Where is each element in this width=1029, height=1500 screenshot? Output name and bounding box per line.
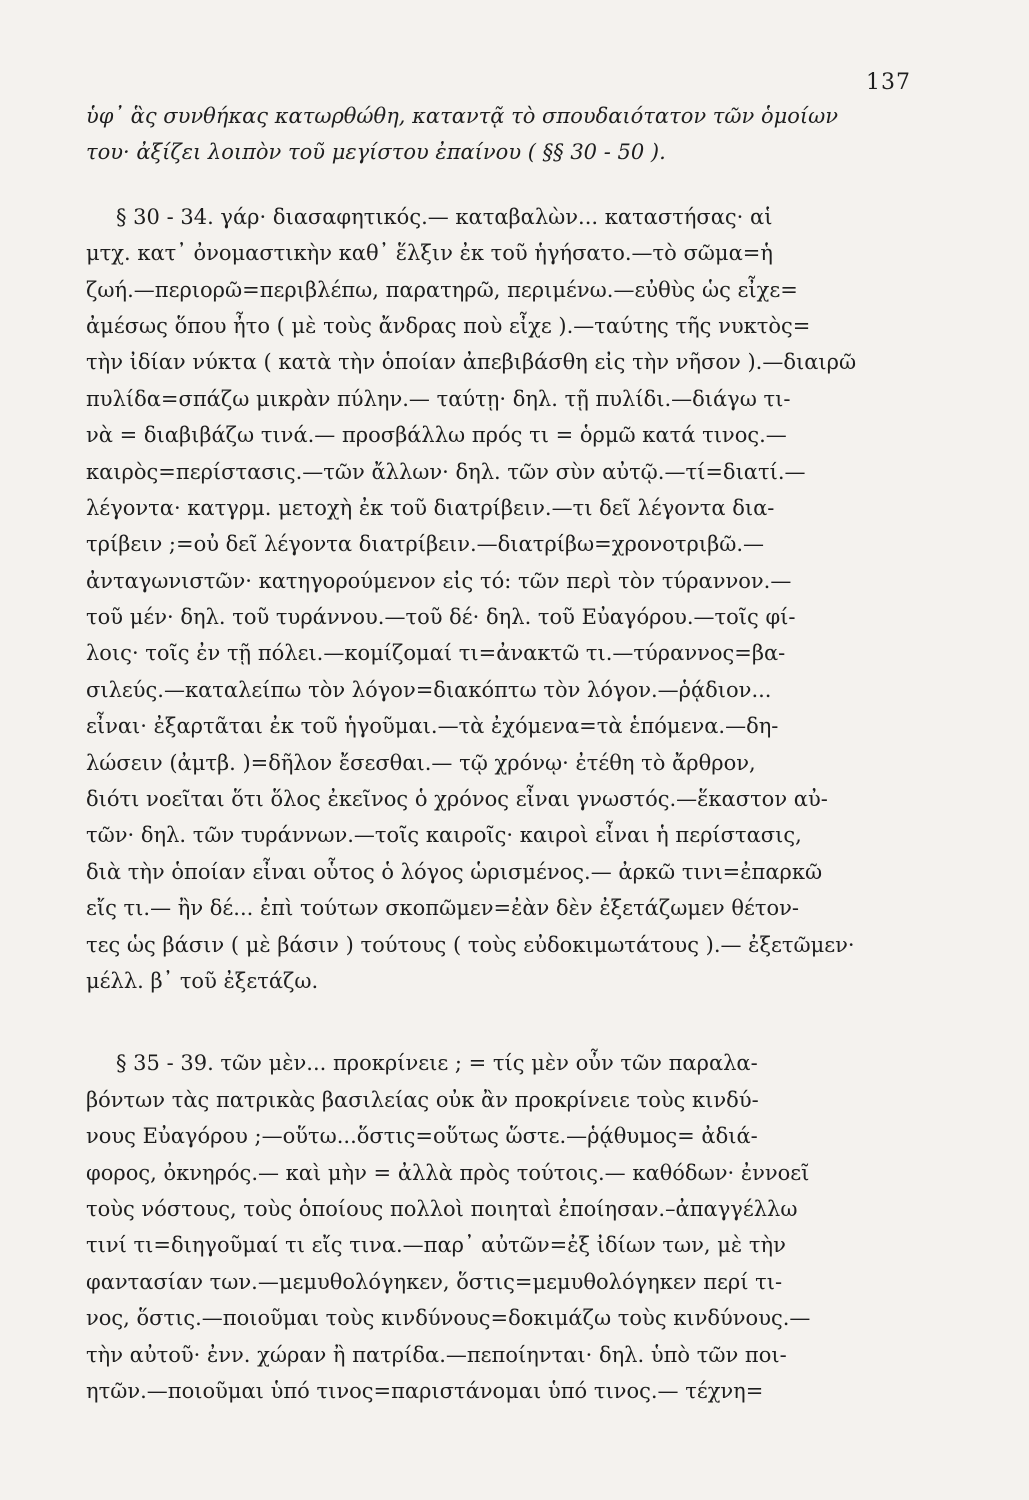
text-line: ἀνταγωνιστῶν· κατηγορούμενον εἰς τό: τῶν περὶ τὸν τύραννον.— [86, 568, 792, 593]
text-line: τοὺς νόστους, τοὺς ὁποίους πολλοὶ ποιηταὶ ἐποίησαν.–ἀπαγγέλλω [86, 1196, 798, 1221]
text-line: τρίβειν ;=οὐ δεῖ λέγοντα διατρίβειν.—διατρίβω=χρονοτριβῶ.— [86, 532, 765, 557]
text-line: νος, ὅστις.—ποιοῦμαι τοὺς κινδύνους=δοκιμάζω τοὺς κινδύνους.— [86, 1306, 811, 1331]
page-number: 137 [866, 70, 911, 95]
text-line: εἴς τι.— ἢν δέ... ἐπὶ τούτων σκοπῶμεν=ἐὰν δὲν ἐξετάζωμεν θέτον- [86, 896, 799, 921]
text-line: ζωή.—περιορῶ=περιβλέπω, παρατηρῶ, περιμένω.—εὐθὺς ὡς εἶχε= [86, 277, 798, 302]
page-body [86, 98, 906, 1409]
text-line: λέγοντα· κατγρμ. μετοχὴ ἐκ τοῦ διατρίβειν.—τι δεῖ λέγοντα δια- [86, 495, 775, 520]
text-line: λώσειν (ἀμτβ. )=δῆλον ἔσεσθαι.— τῷ χρόνῳ· ἐτέθη τὸ ἄρθρον, [86, 750, 756, 775]
text-line: σιλεύς.—καταλείπω τὸν λόγον=διακόπτω τὸν λόγον.—ῥᾴδιον... [86, 677, 772, 702]
text-line: λοις· τοῖς ἐν τῇ πόλει.—κομίζομαί τι=ἀνακτῶ τι.—τύραννος=βα- [86, 641, 786, 666]
intro-paragraph [86, 98, 906, 171]
text-line: τινί τι=διηγοῦμαί τι εἴς τινα.—παρ᾿ αὐτῶν=ἐξ ἰδίων των, μὲ τὴν [86, 1233, 786, 1258]
text-line: τὴν ἰδίαν νύκτα ( κατὰ τὴν ὁποίαν ἀπεβιβάσθη εἰς τὴν νῆσον ).—διαιρῶ [86, 350, 857, 375]
section-35-39-paragraph [86, 1045, 906, 1409]
text-line: πυλίδα=σπάζω μικρὰν πύλην.— ταύτῃ· δηλ. τῇ πυλίδι.—διάγω τι- [86, 386, 791, 411]
text-line: φορος, ὀκνηρός.— καὶ μὴν = ἀλλὰ πρὸς τούτοις.— καθόδων· ἐννοεῖ [86, 1160, 810, 1185]
text-line: εἶναι· ἐξαρτᾶται ἐκ τοῦ ἡγοῦμαι.—τὰ ἐχόμενα=τὰ ἑπόμενα.—δη- [86, 714, 779, 739]
section-heading-line: § 30 - 34. γάρ· διασαφητικός.— καταβαλὼν... καταστήσας· αἱ [116, 204, 773, 229]
text-line: διὰ τὴν ὁποίαν εἶναι οὗτος ὁ λόγος ὡρισμένος.— ἀρκῶ τινι=ἐπαρκῶ [86, 859, 823, 884]
text-line: τῶν· δηλ. τῶν τυράννων.—τοῖς καιροῖς· καιροὶ εἶναι ἡ περίστασις, [86, 823, 802, 848]
text-line: ητῶν.—ποιοῦμαι ὑπό τινος=παριστάνομαι ὑπό τινος.— τέχνη= [86, 1378, 764, 1403]
text-line: ἀμέσως ὅπου ἦτο ( μὲ τοὺς ἄνδρας ποὺ εἶχε ).—ταύτης τῆς νυκτὸς= [86, 313, 811, 338]
text-line: βόντων τὰς πατρικὰς βασιλείας οὐκ ἂν προκρίνειε τοὺς κινδύ- [86, 1087, 759, 1112]
text-line: ὑφ᾿ ἃς συνθήκας κατωρθώθη, καταντᾷ τὸ σπουδαιότατον τῶν ὁμοίων [86, 104, 839, 128]
text-line: καιρὸς=περίστασις.—τῶν ἄλλων· δηλ. τῶν σὺν αὐτῷ.—τί=διατί.— [86, 459, 806, 484]
text-line: φαντασίαν των.—μεμυθολόγηκεν, ὅστις=μεμυθολόγηκεν περί τι- [86, 1269, 783, 1294]
section-heading-line: § 35 - 39. τῶν μὲν... προκρίνειε ; = τίς μὲν οὖν τῶν παραλα- [116, 1051, 758, 1076]
text-line: διότι νοεῖται ὅτι ὅλος ἐκεῖνος ὁ χρόνος εἶναι γνωστός.—ἕκαστον αὐ- [86, 787, 828, 812]
text-line: νὰ = διαβιβάζω τινά.— προσβάλλω πρός τι = ὁρμῶ κατά τινος.— [86, 423, 787, 448]
text-line: τὴν αὐτοῦ· ἐνν. χώραν ἢ πατρίδα.—πεποίηνται· δηλ. ὑπὸ τῶν ποι- [86, 1342, 787, 1367]
text-line: του· ἀξίζει λοιπὸν τοῦ μεγίστου ἐπαίνου ( §§ 30 - 50 ). [86, 140, 666, 165]
text-line: τες ὡς βάσιν ( μὲ βάσιν ) τούτους ( τοὺς εὐδοκιμωτάτους ).— ἐξετῶμεν· [86, 932, 855, 957]
section-30-34-paragraph [86, 199, 906, 1000]
text-line: μέλλ. β᾿ τοῦ ἐξετάζω. [86, 968, 319, 993]
text-line: μτχ. κατ᾿ ὀνομαστικὴν καθ᾿ ἕλξιν ἐκ τοῦ ἡγήσατο.—τὸ σῶμα=ἡ [86, 241, 773, 266]
text-line: τοῦ μέν· δηλ. τοῦ τυράννου.—τοῦ δέ· δηλ. τοῦ Εὐαγόρου.—τοῖς φί- [86, 605, 796, 630]
text-line: νους Εὐαγόρου ;—οὕτω...ὅστις=οὕτως ὥστε.—ῥᾴθυμος= ἀδιά- [86, 1124, 758, 1149]
